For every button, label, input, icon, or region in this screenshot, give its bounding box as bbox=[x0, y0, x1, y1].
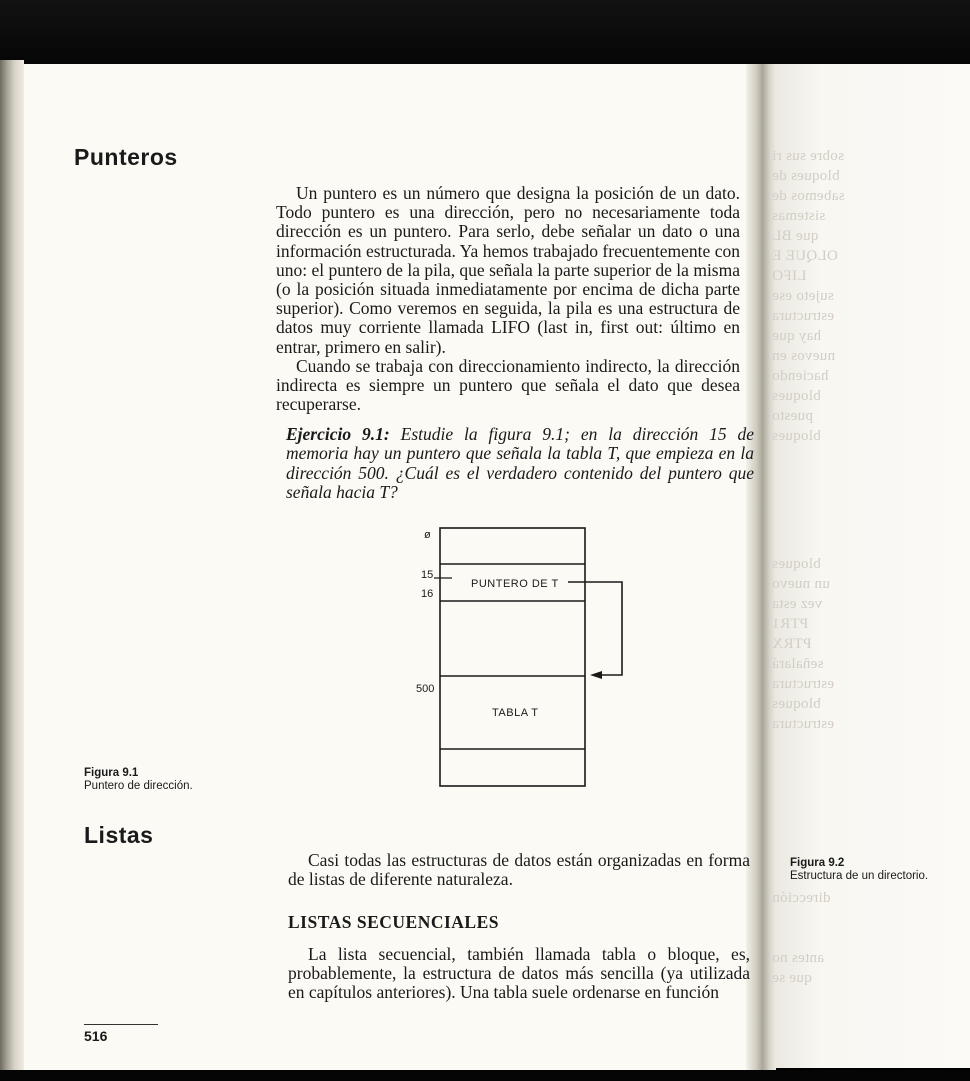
listas-paragraph-2: La lista secuencial, también llamada tabla o bloque, es, probablemente, la estructura de datos más sencilla (ya utilizada en capítulos anteriores). Una tabla suele ordenarse en función bbox=[288, 944, 750, 1003]
page-number-rule bbox=[84, 1024, 158, 1025]
table-label: TABLA T bbox=[492, 707, 539, 719]
figure-9-1-caption bbox=[84, 767, 193, 793]
page-number: 516 bbox=[84, 1028, 108, 1044]
memory-block-outline bbox=[440, 528, 585, 786]
exercise-label: Ejercicio 9.1: bbox=[286, 424, 390, 444]
address-label-16: 16 bbox=[421, 588, 434, 600]
exercise-text: Estudie la figura 9.1; en la dirección 15 de memoria hay un puntero que señala la tabla T, que empieza en la dirección 500. ¿Cuál es el verdadero contenido del puntero que señala hacia T? bbox=[286, 424, 755, 503]
section-title-listas: Listas bbox=[84, 822, 154, 848]
figure-9-1-number: Figura 9.1 bbox=[84, 767, 139, 779]
subheading-listas-secuenciales: LISTAS SECUENCIALES bbox=[288, 912, 499, 932]
pointer-label: PUNTERO DE T bbox=[471, 578, 559, 590]
punteros-paragraph-2: Cuando se trabaja con direccionamiento indirecto, la dirección indirecta es siempre un puntero que señala el dato que desea recuperarse. bbox=[276, 355, 740, 415]
listas-secuenciales-body bbox=[288, 945, 750, 1003]
address-label-0: ø bbox=[424, 529, 431, 541]
address-label-15: 15 bbox=[421, 569, 434, 581]
figure-9-2-text: Estructura de un directorio. bbox=[790, 870, 929, 882]
address-label-500: 500 bbox=[416, 683, 435, 695]
listas-paragraph-1: Casi todas las estructuras de datos están organizadas en forma de listas de diferente naturaleza. bbox=[288, 850, 750, 890]
figure-9-1-text: Puntero de dirección. bbox=[84, 780, 193, 792]
punteros-paragraph-1: Un puntero es un número que designa la posición de un dato. Todo puntero es una dirección, pero no necesariamente toda dirección es un puntero. Para serlo, debe señalar un dato o una información estructurada. Ya hemos trabajado frecuentemente con uno: el puntero de la pila, que señala la parte superior de la misma (o la posición situada inmediatamente por encima de dicha parte superior). Como veremos en seguida, la pila es una estructura de datos muy corriente llamada LIFO (last in, first out: último en entrar, primero en salir). bbox=[276, 183, 740, 357]
figure-9-2-number: Figura 9.2 bbox=[790, 857, 845, 869]
listas-body bbox=[288, 851, 750, 889]
figure-9-2-caption bbox=[790, 857, 928, 883]
pointer-arrow-head bbox=[590, 671, 602, 679]
section-title-punteros: Punteros bbox=[74, 144, 178, 170]
pointer-arrow-line bbox=[568, 582, 622, 675]
